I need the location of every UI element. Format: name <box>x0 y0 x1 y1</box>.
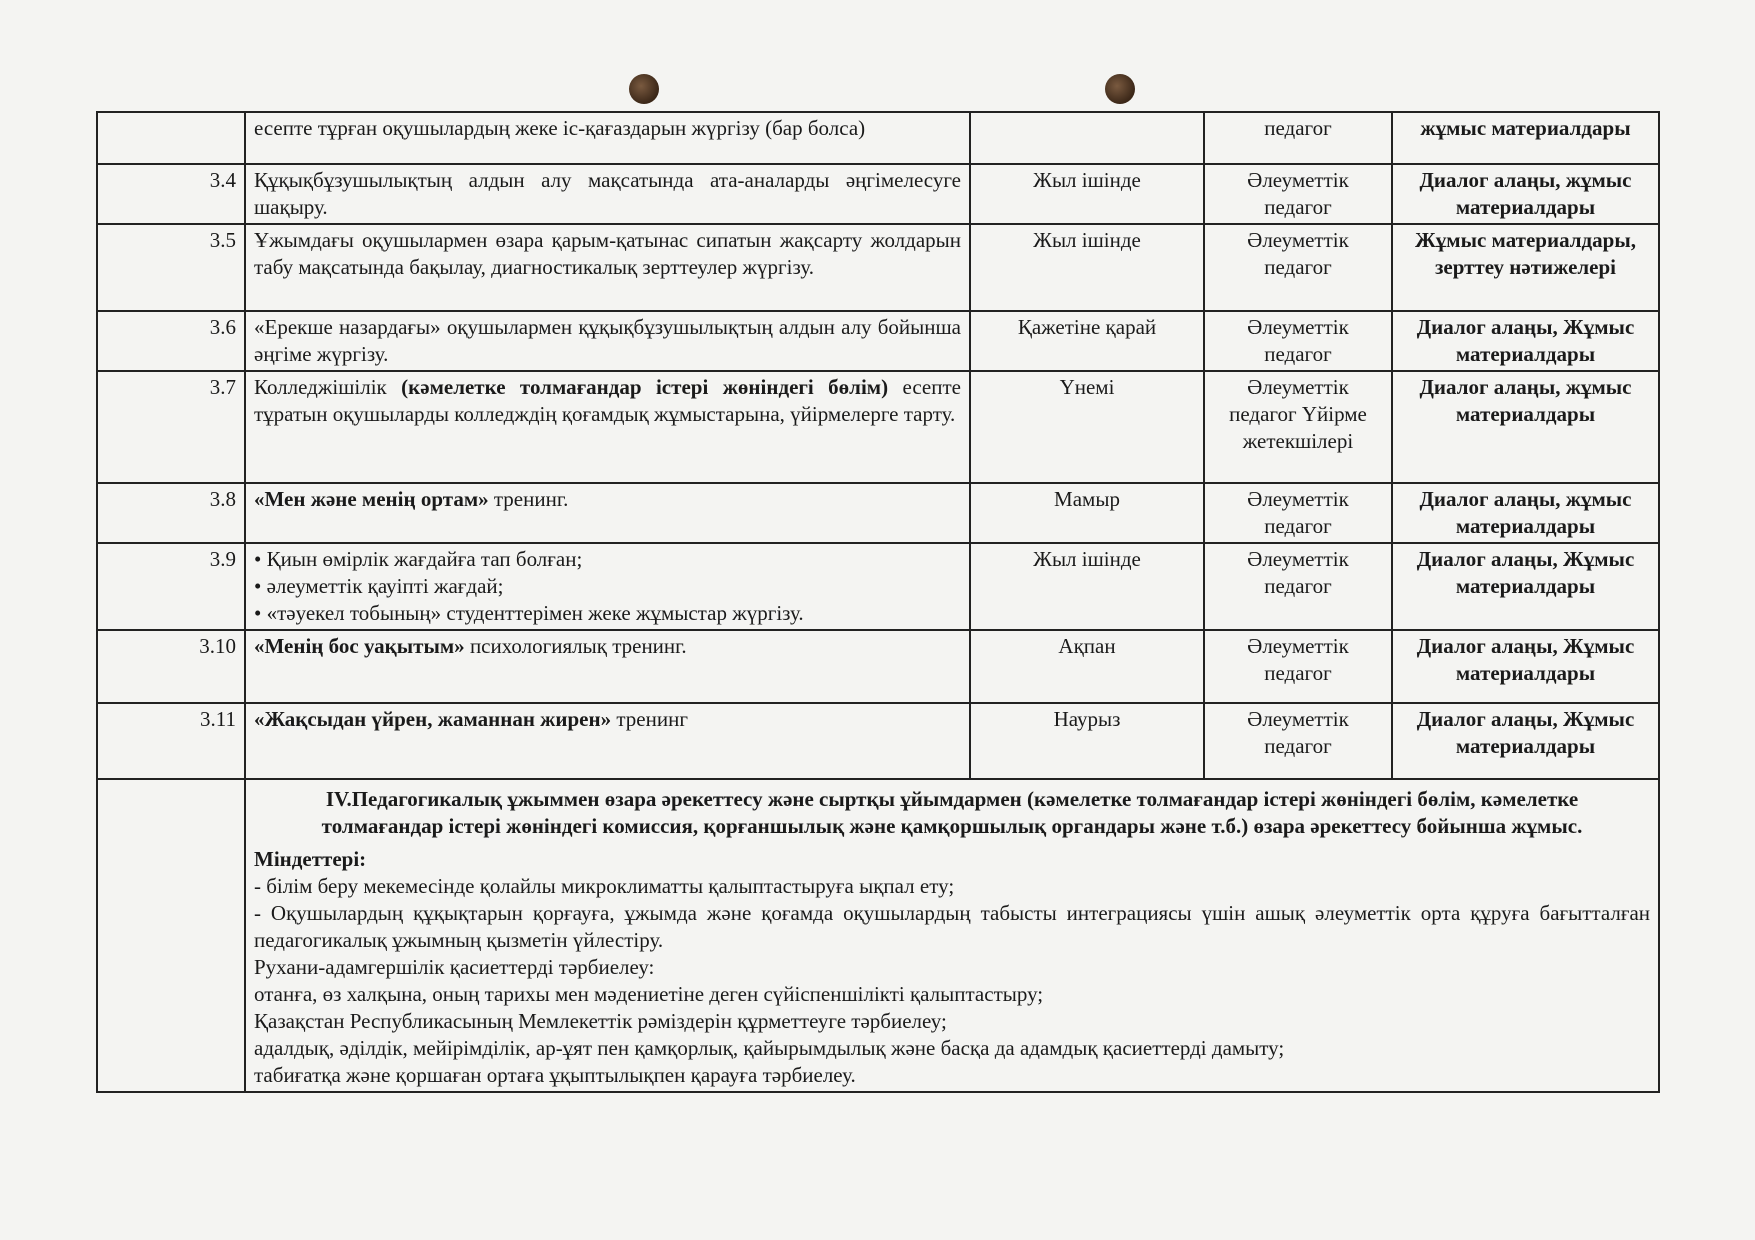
activity-text: тренинг. <box>488 487 569 511</box>
responsible-cell: педагог <box>1204 112 1392 164</box>
activity-bold-text: (кәмелетке толмағандар істері жөніндегі бөлім) <box>401 375 889 399</box>
task-line: - Оқушылардың құқықтарын қорғауға, ұжымда және қоғамда оқушылардың табысты интеграциясы үшін ашық әлеуметтік орта құруға бағытталған педагогикалық ұжымның қызметін үйлестіру. <box>254 901 1650 952</box>
period-cell: Жыл ішінде <box>970 543 1204 630</box>
row-number: 3.8 <box>97 483 245 543</box>
activity-cell <box>245 483 970 543</box>
responsible-cell: Әлеуметтік педагог <box>1204 483 1392 543</box>
punch-hole <box>629 74 659 104</box>
bullet-line: • әлеуметтік қауіпті жағдай; <box>254 574 504 598</box>
responsible-cell: Әлеуметтік педагог <box>1204 311 1392 371</box>
activity-text: психологиялық тренинг. <box>464 634 687 658</box>
task-line: адалдық, әділдік, мейірімділік, ар-ұят пен қамқорлық, қайырымдылық және басқа да адамдық қасиеттерді дамыту; <box>254 1036 1285 1060</box>
table-row <box>97 543 1659 630</box>
table-row <box>97 112 1659 164</box>
row-number: 3.9 <box>97 543 245 630</box>
bullet-line: • «тәуекел тобының» студенттерімен жеке жұмыстар жүргізу. <box>254 601 804 625</box>
activity-cell: есепте тұрған оқушылардың жеке іс-қағаздарын жүргізу (бар болса) <box>245 112 970 164</box>
row-number: 3.6 <box>97 311 245 371</box>
result-cell: жұмыс материалдары <box>1392 112 1659 164</box>
section-number-cell <box>97 779 245 1092</box>
table-row <box>97 224 1659 311</box>
activity-cell <box>245 371 970 483</box>
period-cell: Жыл ішінде <box>970 164 1204 224</box>
punch-hole <box>1105 74 1135 104</box>
result-cell: Диалог алаңы, жұмыс материалдары <box>1392 164 1659 224</box>
responsible-cell: Әлеуметтік педагог <box>1204 630 1392 703</box>
responsible-cell: Әлеуметтік педагог <box>1204 543 1392 630</box>
activity-cell: «Ерекше назардағы» оқушылармен құқықбұзушылықтың алдын алу бойынша әңгіме жүргізу. <box>245 311 970 371</box>
section-heading: IV.Педагогикалық ұжыммен өзара әрекеттесу және сыртқы ұйымдармен (кәмелетке толмағандар істері жөніндегі бөлім, кәмелетке толмағандар істері жөніндегі комиссия, қорғаншылық және қамқоршылық органдары және т.б.) өзара әрекеттесу бойынша жұмыс. <box>321 787 1583 838</box>
task-line: - білім беру мекемесінде қолайлы микроклиматты қалыптастыруға ықпал ету; <box>254 874 955 898</box>
period-cell: Үнемі <box>970 371 1204 483</box>
activity-text: тренинг <box>611 707 688 731</box>
responsible-cell: Әлеуметтік педагог <box>1204 164 1392 224</box>
result-cell: Диалог алаңы, Жұмыс материалдары <box>1392 703 1659 779</box>
task-line: Рухани-адамгершілік қасиеттерді тәрбиелеу: <box>254 955 655 979</box>
period-cell: Наурыз <box>970 703 1204 779</box>
activity-cell: Ұжымдағы оқушылармен өзара қарым-қатынас сипатын жақсарту жолдарын табу мақсатында бақылау, диагностикалық зерттеулер жүргізу. <box>245 224 970 311</box>
table-row <box>97 164 1659 224</box>
activity-cell: Құқықбұзушылықтың алдын алу мақсатында ата-аналарды әңгімелесуге шақыру. <box>245 164 970 224</box>
period-cell: Қажетіне қарай <box>970 311 1204 371</box>
bullet-line: • Қиын өмірлік жағдайға тап болған; <box>254 547 583 571</box>
plan-table <box>96 111 1660 1093</box>
result-cell: Диалог алаңы, Жұмыс материалдары <box>1392 630 1659 703</box>
table-row <box>97 371 1659 483</box>
row-number: 3.10 <box>97 630 245 703</box>
task-line: Қазақстан Республикасының Мемлекеттік рәміздерін құрметтеуге тәрбиелеу; <box>254 1009 947 1033</box>
row-number: 3.5 <box>97 224 245 311</box>
row-number: 3.7 <box>97 371 245 483</box>
section-row <box>97 779 1659 1092</box>
period-cell <box>970 112 1204 164</box>
result-cell: Жұмыс материалдары, зерттеу нәтижелері <box>1392 224 1659 311</box>
activity-cell <box>245 703 970 779</box>
activity-bold-text: «Жақсыдан үйрен, жаманнан жирен» <box>254 707 612 731</box>
responsible-cell: Әлеуметтік педагог Үйірме жетекшілері <box>1204 371 1392 483</box>
period-cell: Жыл ішінде <box>970 224 1204 311</box>
row-number: 3.4 <box>97 164 245 224</box>
period-cell: Ақпан <box>970 630 1204 703</box>
responsible-cell: Әлеуметтік педагог <box>1204 224 1392 311</box>
activity-cell <box>245 543 970 630</box>
result-cell: Диалог алаңы, Жұмыс материалдары <box>1392 543 1659 630</box>
activity-text: Колледжішілік <box>254 375 402 399</box>
activity-bold-text: «Мен және менің ортам» <box>254 487 489 511</box>
task-line: отанға, өз халқына, оның тарихы мен мәдениетіне деген сүйіспеншілікті қалыптастыру; <box>254 982 1044 1006</box>
row-number: 3.11 <box>97 703 245 779</box>
activity-cell <box>245 630 970 703</box>
result-cell: Диалог алаңы, Жұмыс материалдары <box>1392 311 1659 371</box>
row-number <box>97 112 245 164</box>
task-line: табиғатқа және қоршаған ортаға ұқыптылықпен қарауға тәрбиелеу. <box>254 1063 856 1087</box>
result-cell: Диалог алаңы, жұмыс материалдары <box>1392 483 1659 543</box>
table-row <box>97 483 1659 543</box>
activity-text: есепте тұратын оқушыларды колледждің қоғамдық жұмыстарына, үйірмелерге тарту. <box>254 375 961 426</box>
section-cell <box>245 779 1659 1092</box>
table-row <box>97 703 1659 779</box>
tasks-label: Міндеттері: <box>254 847 367 871</box>
table-row <box>97 311 1659 371</box>
table-row <box>97 630 1659 703</box>
responsible-cell: Әлеуметтік педагог <box>1204 703 1392 779</box>
period-cell: Мамыр <box>970 483 1204 543</box>
result-cell: Диалог алаңы, жұмыс материалдары <box>1392 371 1659 483</box>
activity-bold-text: «Менің бос уақытым» <box>254 634 465 658</box>
